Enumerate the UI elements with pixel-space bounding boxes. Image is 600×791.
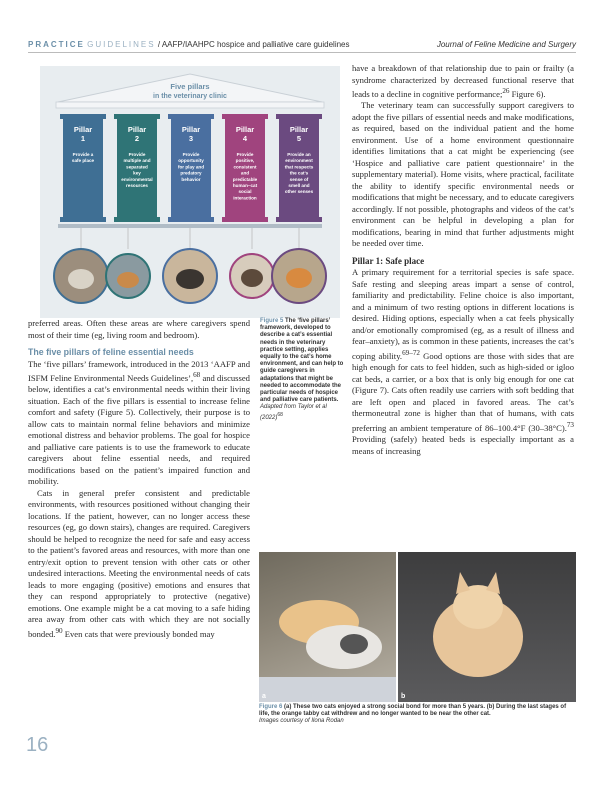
right-p3-text-a: A primary requirement for a territorial species is safe space. Safe resting and sleeping areas impart a sense of control, familiarity and predictability. Feline choice is also important, and a minimum of two resting options in different locations is desired. Hiding options, especially when a cat feels physically and/or emotionally compromised (eg, as a result of illness and fear–anxiety), as is common in these patients, increases the cat’s coping ability. [352,267,574,361]
pillar-description-line: multiple and [123,158,151,164]
pillar-title: 3 [188,134,194,143]
figure-6-caption-text: (a) These two cats enjoyed a strong social bond for more than 5 years. (b) During the last stages of life, the orange tabby cat withdrew and no longer wanted to be near the other cat. [259,704,567,718]
pillar-5 [276,114,322,222]
section-heading-five-pillars: The five pillars of feline essential needs [28,347,194,357]
left-paragraph-1 [28,359,250,488]
pillar-title: 1 [80,134,86,143]
roof-subtitle: in the veterinary clinic [153,93,227,100]
right-p1-ref: 26 [502,87,510,95]
pillar-description-line: other senses [284,189,314,195]
pillar-description-line: consistent [233,164,257,170]
pillar-title: 4 [242,134,248,143]
pillar-description-line: that respects [284,164,314,170]
right-p1-text-a: have a breakdown of that relationship due to pain or frailty (a syndrome characterized by decreased functional reserve that leads to a decline in cognitive performance; [352,63,574,99]
roof-title: Five pillars [170,82,210,91]
pillar-title: Pillar [289,125,309,134]
pillar-description-line: predatory [180,170,202,176]
pillar-description-line: key [133,170,141,176]
pillar-description-line: sense of [289,176,309,182]
pillar-capital [276,114,322,119]
left-p2-text-a: Cats in general prefer consistent and predictable environments, with resources positioned without changing their locations. If the patient, however, can no longer access these resources (eg, go down stairs), changes are required. Caregivers should be helped to recognize the need for safe and easy access to the patient’s favored areas and resources, with more than one entry/exit option to prevent tension with other cats or other undesired interactions. Meeting the environmental needs of cats leads to more engaging (positive) emotions and ensures that they can respond appropriately to protective (negative) emotions. One example might be a cat moving to a safe hiding area away from other cats with which they are not socially bonded. [28,487,250,639]
pillar-2 [114,114,160,222]
figure-5-source-ref: 68 [277,411,283,418]
pillar-description-line: social [238,189,252,195]
figure-5-label: Figure 5 [260,318,284,324]
pillar-description-line: for play and [177,164,205,170]
pillar-4 [222,114,268,222]
left-p1-text-a: The ‘five pillars’ framework, introduced in the 2013 ‘AAFP and ISFM Feline Environmental Needs Guidelines’, [28,358,250,383]
pillar-description-line: environment [285,158,313,164]
pillar-description-line: smell and [288,183,310,188]
figure-6b-label: b [401,693,406,700]
pillar-description-line: and [240,170,250,176]
header-guidelines: GUIDELINES [87,40,156,49]
pillar-capital [168,114,214,119]
left-p2-ref: 90 [55,626,63,635]
left-p1-text-b: and discussed below, identifies a cat’s environmental needs within their living situation. Each of the five pillars is essential to increase feline comfort and safety (Figure 5). Collectively, their purpose is to allow cats to maintain normal feline behaviors and minimize emotional distress and behavior problems. The goal for hospice and palliative care patients is to use the framework to educate caregivers about feline essential needs, and required modifications based on the patient’s impaired function and mobility. [28,372,250,487]
figure-6a-photo [259,552,396,702]
right-paragraph-1 [352,63,574,100]
header-rule [28,52,576,53]
pillar-description-line: safe place [71,158,95,164]
pillar-title: Pillar [181,125,201,134]
pillar-description-line: Provide [128,152,146,157]
pillar-description-line: environmental [121,176,153,182]
header-separator: / [157,40,161,49]
figure-5 [40,66,340,318]
pillar-title: 5 [296,134,302,143]
pillar-foot [60,217,106,222]
right-p3-text-b: Good options are those with sides that are high enough for cats to feel hidden, such as high-sided or igloo cat beds, a carrier, or a box that is only big enough for one cat (Figure 7). Cats often readily use carriers with soft bedding that are left open and placed in favored areas. The cat’s thermoneutral zone is higher than that of humans, with cats preferring an ambient temperature of 86–100.4°F (30–38°C). [352,350,574,433]
left-p1-ref: 68 [193,371,201,379]
right-paragraph-2: The veterinary team can successfully support caregivers to adopt the five pillars of essential needs and make modifications, as required, based on the individual patient and the home environment. Use of a home environment questionnaire identifies limitations that a cat might be experiencing (see ‘Hospice and palliative care patient questionnaire’ in the supplementary material). Home visits, where practical, facilitate the ability to identify specific environmental needs or modifications that might be necessary, and to educate caregivers accordingly. If not possible, photographs and videos of the cat’s environment can be helpful in developing a plan for modifications, bearing in mind that further adjustments might be needed over time. [352,100,574,249]
right-paragraph-3 [352,267,574,457]
right-p3-text-c: Providing (safely) heated beds is especially important as a means of increasing [352,434,574,456]
right-p3-ref-2: 73 [566,420,574,429]
left-paragraph-2 [28,488,250,640]
figure-5-caption-text: The ‘five pillars’ framework, developed to describe a cat’s essential needs in the veterinary practice setting, applies equally to the cat’s home environment, and can help to guide caregivers in adaptations that might be needed to accommodate the particular needs of hospice and palliative care patients. [260,318,344,404]
figure-6-source: Images courtesy of Ilona Rodan [259,718,344,725]
pillar-foot [114,217,160,222]
pillar-description-line: human–cat [232,183,258,188]
left-paragraph-0: preferred areas. Often these areas are where caregivers spend most of their time (eg, living room and bedroom). [28,318,250,340]
pillar-description-line: positive, [235,158,255,164]
pillar-title: 2 [134,134,140,143]
roof-beam [56,102,324,108]
pillar-base [58,224,322,228]
pillar-description-line: behavior [181,176,201,182]
pillar-capital [114,114,160,119]
pillar-description-line: Provide an [287,152,311,157]
pillar-description-line: Provide [236,152,254,157]
pillar-capital [60,114,106,119]
pillar-1 [60,114,106,222]
header-journal: Journal of Feline Medicine and Surgery [436,40,576,49]
left-p2-text-b: Even cats that were previously bonded may [62,628,215,639]
pillar-description-line: resources [126,183,148,188]
figure-5-caption [260,318,348,422]
pillar-title: Pillar [73,125,93,134]
running-header [28,40,576,49]
pillar-description-line: Provide a [72,152,94,157]
pillar-description-line: interaction [233,195,257,201]
figure-6-label: Figure 6 [259,704,283,710]
pillar-description-line: the cat's [289,170,309,176]
right-p3-ref-1: 69–72 [402,348,420,357]
figure-5-source: Adapted from Taylor et al (2022) [260,404,327,421]
right-p1-text-b: Figure 6). [509,88,546,99]
pillar-foot [276,217,322,222]
pillar-foot [222,217,268,222]
pillar-3 [168,114,214,222]
pillar-description-line: separated [126,164,148,170]
pillar-title: Pillar [235,125,255,134]
figure-6a-label: a [262,693,266,700]
header-title: AAFP/IAAHPC hospice and palliative care guidelines [161,40,350,49]
pillar-capital [222,114,268,119]
page-number: 16 [26,734,49,756]
figure-6a-illustration [259,552,396,702]
right-column [352,63,574,457]
pillar-description-line: predictable [232,176,258,182]
header-practice: PRACTICE [28,40,85,49]
figure-6b-illustration [398,552,576,702]
pillar-description-line: Provide [182,152,200,157]
pillars-group [60,114,322,222]
pillar-description-line: opportunity [178,158,204,164]
pillar-foot [168,217,214,222]
section-heading-pillar-1: Pillar 1: Safe place [352,255,425,266]
figure-6-caption [259,704,577,726]
pillar-title: Pillar [127,125,147,134]
five-pillars-diagram [40,66,340,318]
cat-photos [54,228,326,303]
left-column [28,318,250,640]
figure-6b-photo [398,552,576,702]
